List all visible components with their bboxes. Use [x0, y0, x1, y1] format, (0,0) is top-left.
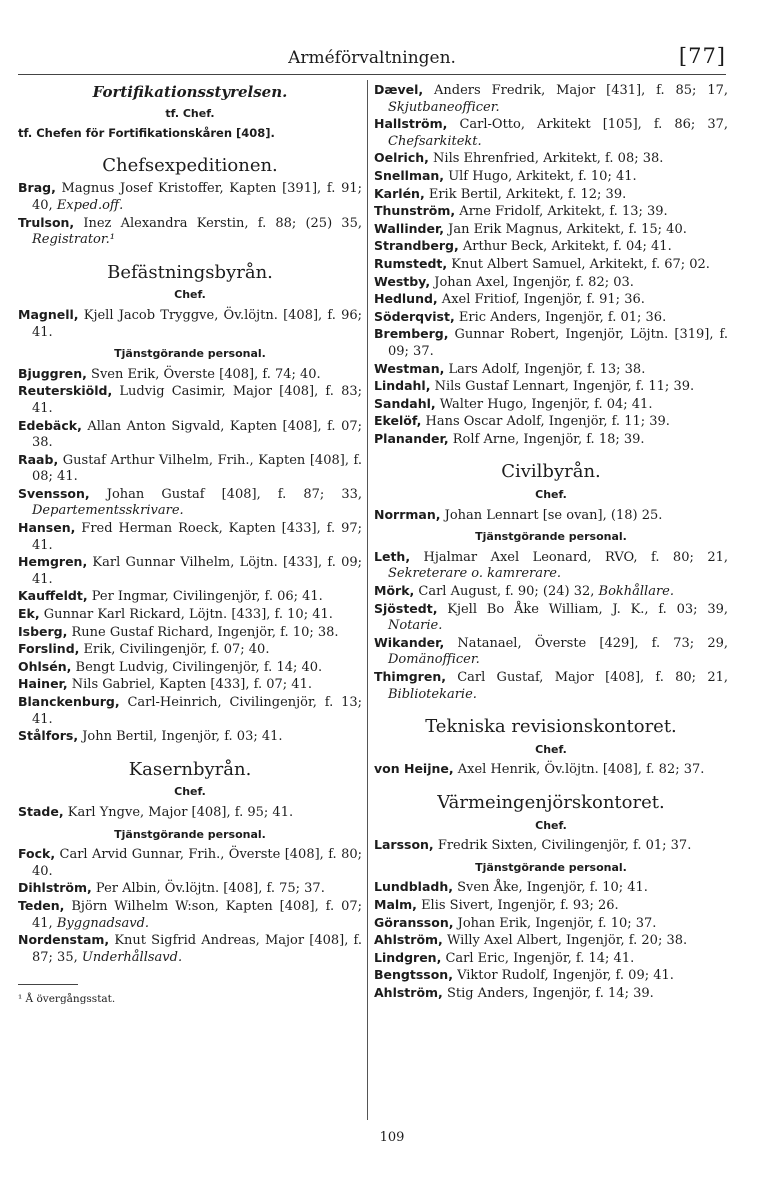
person-title: Notarie.	[388, 618, 443, 634]
person-details: Magnus Josef Kristoffer, Kapten [391], f. 91; 40,	[32, 181, 362, 213]
person-details: Nils Gabriel, Kapten [433], f. 07; 41.	[67, 677, 312, 693]
person-surname: Thimgren,	[374, 669, 446, 684]
person-surname: Nordenstam,	[18, 932, 110, 948]
person-surname: Göransson,	[374, 914, 454, 930]
role-label: Tjänstgörande personal.	[114, 827, 266, 841]
person-surname: Magnell,	[18, 306, 79, 322]
person-title: Registrator.¹	[32, 232, 116, 248]
person-details: Eric Anders, Ingenjör, f. 01; 36.	[454, 309, 667, 325]
person-details: Nils Gustaf Lennart, Ingenjör, f. 11; 39.	[430, 379, 695, 395]
person-details: Knut Sigfrid Andreas, Major [408], f. 87; 35,	[32, 933, 362, 965]
person-surname: Trulson,	[18, 214, 75, 230]
person-entry	[18, 804, 362, 822]
person-entry	[374, 274, 728, 292]
person-entry	[18, 880, 362, 898]
person-title: Skjutbaneofficer.	[388, 99, 500, 115]
person-surname: Kauffeldt,	[18, 588, 88, 604]
person-surname: Fock,	[18, 846, 56, 862]
person-surname: Sjöstedt,	[374, 600, 438, 616]
person-surname: Ohlsén,	[18, 658, 72, 674]
entry-list	[374, 879, 728, 1002]
person-entry	[18, 180, 362, 214]
person-details: Carl August, f. 90; (24) 32,	[414, 584, 599, 600]
person-entry	[374, 361, 728, 379]
person-surname: Hemgren,	[18, 554, 88, 570]
person-surname: Hedlund,	[374, 291, 438, 307]
person-entry	[374, 431, 728, 449]
person-surname: Forslind,	[18, 641, 80, 657]
person-entry	[374, 291, 728, 309]
person-surname: Thunström,	[374, 203, 456, 219]
person-entry	[374, 396, 728, 414]
person-surname: Rumstedt,	[374, 255, 448, 271]
person-details: Gustaf Arthur Vilhelm, Frih., Kapten [408], f. 08; 41.	[32, 452, 362, 485]
person-entry	[374, 897, 728, 915]
person-title: Underhållsavd.	[81, 949, 183, 965]
section-heading-kasernbyran: Kasernbyrån.	[128, 758, 252, 780]
person-entry	[374, 221, 728, 239]
person-title: Byggnadsavd.	[56, 915, 150, 931]
person-surname: Svensson,	[18, 485, 90, 501]
person-entry	[374, 82, 728, 116]
person-details: Allan Anton Sigvald, Kapten [408], f. 07; 38.	[32, 418, 362, 451]
person-surname: Sandahl,	[374, 395, 436, 411]
person-details: Fred Herman Roeck, Kapten [433], f. 97; 41.	[32, 521, 362, 553]
person-entry	[374, 256, 728, 274]
person-details: Carl Arvid Gunnar, Frih., Överste [408], f. 80; 40.	[32, 847, 362, 879]
person-entry	[18, 932, 362, 966]
entry-list	[18, 804, 362, 822]
person-title: Bokhållare.	[598, 584, 675, 600]
person-details: Axel Fritiof, Ingenjör, f. 91; 36.	[437, 292, 645, 308]
entry-list	[374, 507, 728, 525]
person-entry	[18, 728, 362, 746]
entry-list	[18, 307, 362, 341]
entry-list	[374, 837, 728, 855]
person-details: Gunnar Karl Rickard, Löjtn. [433], f. 10; 41.	[39, 607, 333, 623]
entry-list	[18, 180, 362, 248]
footnote: ¹ Å övergångsstat.	[18, 993, 116, 1006]
entry-list	[374, 82, 728, 448]
person-entry	[374, 635, 728, 669]
person-entry	[374, 150, 728, 168]
footnote-rule	[18, 984, 78, 985]
person-surname: Ahlström,	[374, 932, 443, 948]
person-entry	[374, 507, 728, 525]
person-entry	[374, 601, 728, 635]
person-surname: Hallström,	[374, 116, 448, 132]
person-entry	[18, 554, 362, 588]
person-entry	[18, 898, 362, 932]
person-surname: Stade,	[18, 803, 64, 819]
running-title: Arméförvaltningen.	[288, 48, 456, 68]
person-details: Ludvig Casimir, Major [408], f. 83; 41.	[32, 384, 362, 416]
person-surname: Leth,	[374, 548, 411, 564]
person-entry	[18, 606, 362, 624]
entry-list	[374, 761, 728, 779]
person-surname: Westby,	[374, 273, 431, 289]
left-column	[18, 82, 362, 1008]
role-label: Chef.	[535, 818, 567, 832]
role-label: tf. Chef.	[165, 106, 215, 120]
person-details: Stig Anders, Ingenjör, f. 14; 39.	[442, 985, 654, 1001]
person-entry	[374, 950, 728, 968]
person-entry	[374, 583, 728, 601]
person-details: Willy Axel Albert, Ingenjör, f. 20; 38.	[442, 933, 688, 949]
column-divider	[367, 80, 368, 1120]
person-surname: Lindgren,	[374, 949, 442, 965]
person-details: Johan Axel, Ingenjör, f. 82; 03.	[430, 274, 634, 290]
person-details: Walter Hugo, Ingenjör, f. 04; 41.	[435, 396, 653, 412]
person-entry	[374, 168, 728, 186]
person-surname: Brag,	[18, 180, 56, 196]
right-column	[374, 82, 728, 1003]
person-entry	[18, 383, 362, 417]
person-surname: Wallinder,	[374, 220, 445, 236]
person-surname: Hainer,	[18, 676, 68, 692]
person-surname: Reuterskiöld,	[18, 383, 113, 399]
person-details: Hjalmar Axel Leonard, RVO, f. 80; 21,	[410, 549, 728, 565]
person-surname: Hansen,	[18, 520, 76, 536]
person-details: John Bertil, Ingenjör, f. 03; 41.	[78, 729, 283, 745]
person-details: Per Ingmar, Civilingenjör, f. 06; 41.	[87, 589, 323, 605]
section-heading-chefsexpeditionen: Chefsexpeditionen.	[102, 154, 278, 176]
person-title: Exped.off.	[56, 197, 124, 213]
person-entry	[374, 116, 728, 150]
person-details: Jan Erik Magnus, Arkitekt, f. 15; 40.	[444, 221, 687, 237]
person-details: Erik, Civilingenjör, f. 07; 40.	[79, 642, 270, 658]
person-surname: Ek,	[18, 606, 40, 622]
person-entry	[374, 326, 728, 360]
person-title: Departementsskrivare.	[32, 503, 184, 519]
person-details: Rolf Arne, Ingenjör, f. 18; 39.	[448, 431, 645, 447]
person-details: Johan Lennart [se ovan], (18) 25.	[440, 507, 663, 523]
person-surname: Stålfors,	[18, 728, 79, 744]
person-details: Arthur Beck, Arkitekt, f. 04; 41.	[458, 239, 672, 255]
section-heading-tekniska-revisionskontoret: Tekniska revisionskontoret.	[425, 716, 677, 738]
entry-list	[374, 549, 728, 703]
person-surname: Oelrich,	[374, 150, 429, 166]
person-details: Karl Yngve, Major [408], f. 95; 41.	[63, 804, 294, 820]
person-entry	[18, 624, 362, 642]
person-surname: Planander,	[374, 430, 449, 446]
person-title: Bibliotekarie.	[388, 686, 477, 702]
person-entry	[374, 932, 728, 950]
person-entry	[374, 967, 728, 985]
page-number: 109	[379, 1130, 405, 1145]
person-surname: Larsson,	[374, 837, 434, 853]
person-entry	[18, 486, 362, 520]
person-entry	[18, 215, 362, 249]
person-details: Sven Erik, Överste [408], f. 74; 40.	[86, 366, 321, 382]
person-details: Bengt Ludvig, Civilingenjör, f. 14; 40.	[71, 659, 323, 675]
person-details: Elis Sivert, Ingenjör, f. 93; 26.	[416, 897, 619, 913]
person-details: Sven Åke, Ingenjör, f. 10; 41.	[452, 880, 648, 896]
person-surname: Mörk,	[374, 583, 415, 599]
person-entry	[374, 549, 728, 583]
person-entry	[374, 186, 728, 204]
person-surname: Isberg,	[18, 623, 68, 639]
person-entry	[374, 761, 728, 779]
person-details: Natanael, Överste [429], f. 73; 29,	[444, 635, 728, 651]
person-surname: von Heijne,	[374, 761, 454, 777]
person-surname: Bengtsson,	[374, 967, 453, 983]
person-surname: Blanckenburg,	[18, 694, 120, 709]
person-entry	[18, 588, 362, 606]
person-details: Kjell Jacob Tryggve, Öv.löjtn. [408], f. 96; 41.	[32, 307, 362, 340]
section-heading-befastningsbyran: Befästningsbyrån.	[107, 261, 273, 283]
person-details: Per Albin, Öv.löjtn. [408], f. 75; 37.	[91, 881, 325, 897]
person-entry	[374, 915, 728, 933]
person-details: Carl Eric, Ingenjör, f. 14; 41.	[441, 950, 635, 966]
role-label: Chef.	[535, 742, 567, 756]
person-title: Sekreterare o. kamrerare.	[388, 566, 562, 582]
person-surname: Lundbladh,	[374, 879, 453, 895]
person-details: Kjell Bo Åke William, J. K., f. 03; 39,	[437, 601, 728, 617]
person-surname: Ekelöf,	[374, 413, 422, 429]
person-entry	[374, 837, 728, 855]
person-title: Domänofficer.	[388, 652, 480, 668]
person-details: Fredrik Sixten, Civilingenjör, f. 01; 37.	[433, 838, 692, 854]
person-surname: Lindahl,	[374, 378, 431, 394]
section-heading-civilbyran: Civilbyrån.	[501, 461, 601, 483]
person-surname: Westman,	[374, 360, 445, 376]
section-heading-fortifikation: Fortifikationsstyrelsen.	[92, 83, 288, 101]
person-details: Carl Gustaf, Major [408], f. 80; 21,	[445, 670, 728, 685]
person-title: Chefsarkitekt.	[388, 133, 482, 149]
person-entry	[18, 452, 362, 486]
person-details: Viktor Rudolf, Ingenjör, f. 09; 41.	[452, 968, 674, 984]
person-surname: Karlén,	[374, 185, 425, 201]
person-surname: Wikander,	[374, 634, 445, 650]
person-entry	[374, 309, 728, 327]
person-surname: Snellman,	[374, 167, 445, 183]
person-details: Inez Alexandra Kerstin, f. 88; (25) 35,	[74, 215, 362, 231]
person-details: Rune Gustaf Richard, Ingenjör, f. 10; 38.	[67, 624, 339, 640]
person-entry	[18, 366, 362, 384]
person-surname: Raab,	[18, 451, 59, 467]
person-surname: Norrman,	[374, 506, 441, 522]
person-details: Karl Gunnar Vilhelm, Löjtn. [433], f. 09; 41.	[32, 555, 362, 587]
person-details: Carl-Otto, Arkitekt [105], f. 86; 37,	[447, 117, 728, 133]
person-details: Erik Bertil, Arkitekt, f. 12; 39.	[424, 186, 627, 202]
bracket-page-number: [77]	[678, 44, 726, 68]
person-details: Nils Ehrenfried, Arkitekt, f. 08; 38.	[428, 151, 664, 167]
person-entry	[374, 985, 728, 1003]
person-surname: Strandberg,	[374, 238, 459, 254]
role-label: Tjänstgörande personal.	[475, 530, 627, 544]
role-label: Chef.	[174, 785, 206, 799]
person-entry	[18, 641, 362, 659]
person-entry	[374, 203, 728, 221]
person-surname: Teden,	[18, 897, 65, 913]
person-entry	[18, 846, 362, 880]
role-label: Tjänstgörande personal.	[114, 347, 266, 361]
page-header	[18, 44, 726, 75]
person-details: Anders Fredrik, Major [431], f. 85; 17,	[423, 83, 728, 98]
person-details: Gunnar Robert, Ingenjör, Löjtn. [319], f. 09; 37.	[388, 327, 728, 359]
person-surname: Söderqvist,	[374, 308, 455, 324]
person-entry	[374, 879, 728, 897]
person-details: Knut Albert Samuel, Arkitekt, f. 67; 02.	[447, 256, 710, 272]
person-details: Hans Oscar Adolf, Ingenjör, f. 11; 39.	[421, 414, 670, 430]
person-surname: Malm,	[374, 896, 417, 912]
chef-line: tf. Chefen för Fortifikationskåren [408].	[18, 126, 275, 141]
person-surname: Dævel,	[374, 82, 424, 97]
person-details: Björn Wilhelm W:son, Kapten [408], f. 07; 41,	[32, 898, 362, 931]
person-surname: Dihlström,	[18, 880, 92, 896]
role-label: Chef.	[535, 488, 567, 502]
person-entry	[18, 418, 362, 452]
person-entry	[18, 307, 362, 341]
person-details: Lars Adolf, Ingenjör, f. 13; 38.	[444, 361, 646, 377]
person-surname: Edebäck,	[18, 417, 82, 433]
section-heading-varmeingenjorskontoret: Värmeingenjörskontoret.	[437, 791, 665, 813]
person-details: Carl-Heinrich, Civilingenjör, f. 13; 41.	[32, 695, 362, 727]
role-label: Chef.	[174, 288, 206, 302]
person-entry	[18, 694, 362, 728]
person-entry	[18, 676, 362, 694]
person-entry	[18, 520, 362, 554]
role-label: Tjänstgörande personal.	[475, 860, 627, 874]
person-details: Johan Erik, Ingenjör, f. 10; 37.	[453, 915, 657, 931]
person-entry	[374, 413, 728, 431]
person-surname: Ahlström,	[374, 984, 443, 1000]
person-entry	[374, 378, 728, 396]
person-entry	[374, 238, 728, 256]
entry-list	[18, 846, 362, 966]
person-surname: Bremberg,	[374, 326, 449, 342]
person-details: Axel Henrik, Öv.löjtn. [408], f. 82; 37.	[453, 762, 705, 778]
person-details: Ulf Hugo, Arkitekt, f. 10; 41.	[444, 168, 637, 184]
person-entry	[18, 659, 362, 677]
entry-list	[18, 366, 362, 746]
person-entry	[374, 669, 728, 703]
person-details: Arne Fridolf, Arkitekt, f. 13; 39.	[455, 204, 668, 220]
person-details: Johan Gustaf [408], f. 87; 33,	[89, 486, 362, 502]
person-surname: Bjuggren,	[18, 365, 87, 381]
